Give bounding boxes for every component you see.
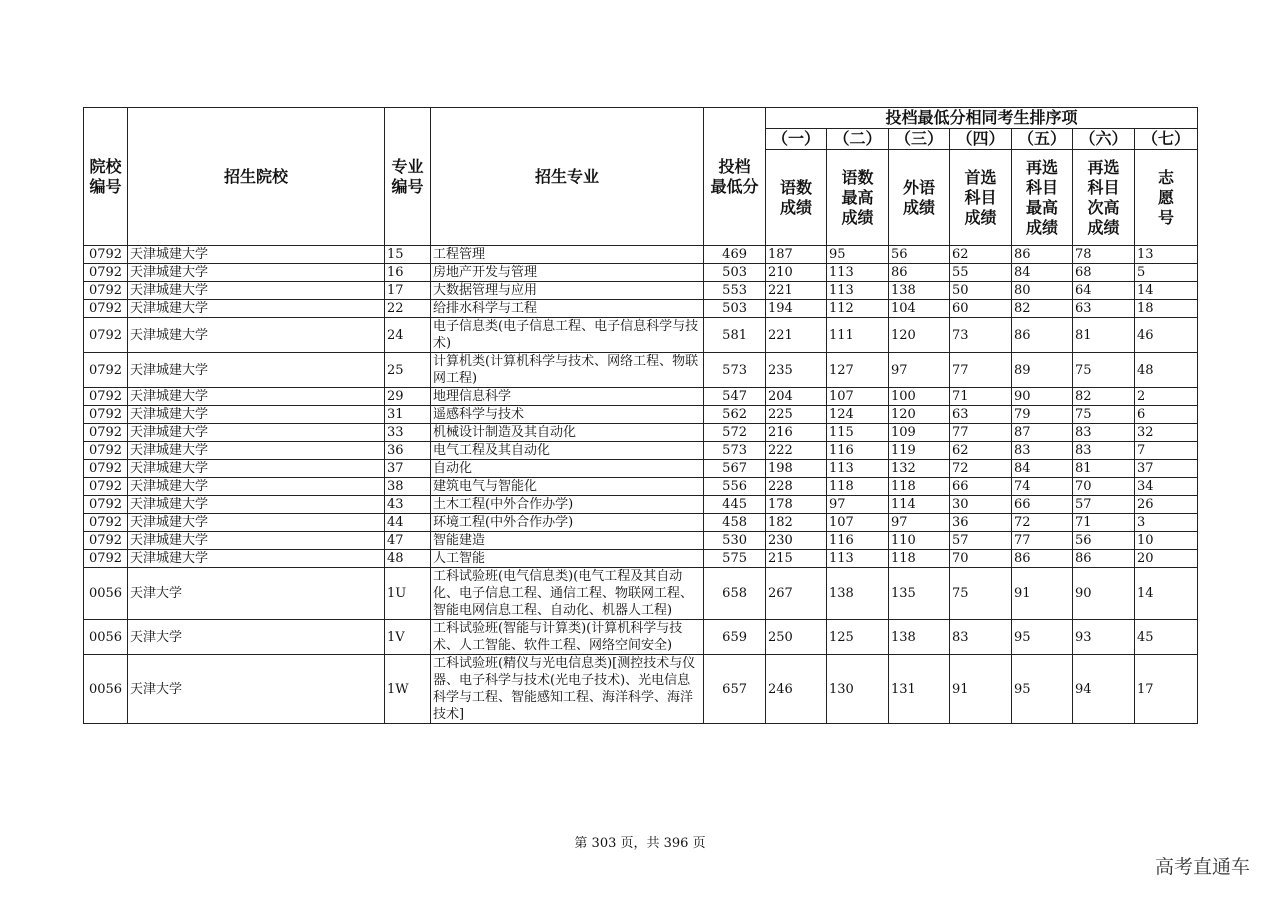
school-name-cell: 天津城建大学 bbox=[128, 532, 385, 550]
header-ranking-group: 投档最低分相同考生排序项 bbox=[766, 108, 1198, 129]
rank-2-cell: 111 bbox=[827, 318, 889, 353]
min-score-cell: 547 bbox=[704, 388, 766, 406]
major-name-cell: 电子信息类(电子信息工程、电子信息科学与技术) bbox=[431, 318, 704, 353]
rank-5-cell: 77 bbox=[1012, 532, 1073, 550]
rank-4-cell: 62 bbox=[950, 246, 1012, 264]
rank-1-cell: 230 bbox=[766, 532, 827, 550]
school-name-cell: 天津城建大学 bbox=[128, 496, 385, 514]
school-name-cell: 天津城建大学 bbox=[128, 353, 385, 388]
major-code-cell: 16 bbox=[385, 264, 431, 282]
rank-4-cell: 50 bbox=[950, 282, 1012, 300]
rank-4-cell: 71 bbox=[950, 388, 1012, 406]
rank-2-cell: 113 bbox=[827, 264, 889, 282]
major-name-cell: 工科试验班(精仪与光电信息类)[测控技术与仪器、电子科学与技术(光电子技术)、光电信息科学与工程、智能感知工程、海洋科学、海洋技术] bbox=[431, 655, 704, 724]
rank-6-cell: 68 bbox=[1073, 264, 1135, 282]
rank-7-cell: 10 bbox=[1135, 532, 1198, 550]
rank-6-cell: 56 bbox=[1073, 532, 1135, 550]
header-rank-label: 首选 科目 成绩 bbox=[950, 150, 1012, 246]
rank-7-cell: 20 bbox=[1135, 550, 1198, 568]
table-row bbox=[84, 568, 1198, 620]
rank-2-cell: 124 bbox=[827, 406, 889, 424]
school-code-cell: 0792 bbox=[84, 282, 128, 300]
min-score-cell: 503 bbox=[704, 300, 766, 318]
rank-6-cell: 94 bbox=[1073, 655, 1135, 724]
school-name-cell: 天津城建大学 bbox=[128, 442, 385, 460]
major-code-cell: 31 bbox=[385, 406, 431, 424]
rank-2-cell: 113 bbox=[827, 550, 889, 568]
rank-4-cell: 83 bbox=[950, 620, 1012, 655]
rank-3-cell: 119 bbox=[889, 442, 950, 460]
table-row bbox=[84, 424, 1198, 442]
header-rank-index: （二） bbox=[827, 129, 889, 150]
rank-1-cell: 216 bbox=[766, 424, 827, 442]
rank-3-cell: 97 bbox=[889, 514, 950, 532]
min-score-cell: 469 bbox=[704, 246, 766, 264]
school-name-cell: 天津城建大学 bbox=[128, 388, 385, 406]
school-name-cell: 天津大学 bbox=[128, 655, 385, 724]
rank-5-cell: 74 bbox=[1012, 478, 1073, 496]
rank-2-cell: 118 bbox=[827, 478, 889, 496]
school-name-cell: 天津大学 bbox=[128, 568, 385, 620]
rank-6-cell: 75 bbox=[1073, 353, 1135, 388]
table-row bbox=[84, 514, 1198, 532]
rank-6-cell: 57 bbox=[1073, 496, 1135, 514]
table-row bbox=[84, 300, 1198, 318]
rank-7-cell: 37 bbox=[1135, 460, 1198, 478]
rank-4-cell: 77 bbox=[950, 353, 1012, 388]
header-rank-label: 志 愿 号 bbox=[1135, 150, 1198, 246]
table-row bbox=[84, 318, 1198, 353]
header-major-code: 专业 编号 bbox=[385, 108, 431, 246]
school-name-cell: 天津城建大学 bbox=[128, 460, 385, 478]
major-name-cell: 工程管理 bbox=[431, 246, 704, 264]
rank-2-cell: 112 bbox=[827, 300, 889, 318]
school-code-cell: 0792 bbox=[84, 550, 128, 568]
table-row bbox=[84, 406, 1198, 424]
school-code-cell: 0056 bbox=[84, 568, 128, 620]
major-code-cell: 1U bbox=[385, 568, 431, 620]
rank-2-cell: 97 bbox=[827, 496, 889, 514]
major-name-cell: 自动化 bbox=[431, 460, 704, 478]
page-number: 第 303 页，共 396 页 bbox=[574, 836, 706, 851]
rank-5-cell: 87 bbox=[1012, 424, 1073, 442]
rank-7-cell: 34 bbox=[1135, 478, 1198, 496]
major-name-cell: 人工智能 bbox=[431, 550, 704, 568]
rank-1-cell: 228 bbox=[766, 478, 827, 496]
rank-7-cell: 46 bbox=[1135, 318, 1198, 353]
min-score-cell: 553 bbox=[704, 282, 766, 300]
header-rank-label: 再选 科目 次高 成绩 bbox=[1073, 150, 1135, 246]
rank-2-cell: 125 bbox=[827, 620, 889, 655]
rank-6-cell: 70 bbox=[1073, 478, 1135, 496]
min-score-cell: 573 bbox=[704, 353, 766, 388]
school-code-cell: 0792 bbox=[84, 532, 128, 550]
header-rank-index: （一） bbox=[766, 129, 827, 150]
rank-2-cell: 107 bbox=[827, 514, 889, 532]
major-code-cell: 17 bbox=[385, 282, 431, 300]
min-score-cell: 659 bbox=[704, 620, 766, 655]
rank-4-cell: 63 bbox=[950, 406, 1012, 424]
rank-2-cell: 115 bbox=[827, 424, 889, 442]
rank-2-cell: 138 bbox=[827, 568, 889, 620]
school-code-cell: 0792 bbox=[84, 460, 128, 478]
rank-1-cell: 204 bbox=[766, 388, 827, 406]
rank-5-cell: 95 bbox=[1012, 655, 1073, 724]
table-row bbox=[84, 264, 1198, 282]
rank-6-cell: 90 bbox=[1073, 568, 1135, 620]
major-code-cell: 36 bbox=[385, 442, 431, 460]
rank-2-cell: 127 bbox=[827, 353, 889, 388]
major-name-cell: 给排水科学与工程 bbox=[431, 300, 704, 318]
rank-1-cell: 198 bbox=[766, 460, 827, 478]
school-name-cell: 天津城建大学 bbox=[128, 514, 385, 532]
table-body bbox=[84, 246, 1198, 724]
table-row bbox=[84, 655, 1198, 724]
rank-7-cell: 2 bbox=[1135, 388, 1198, 406]
major-name-cell: 房地产开发与管理 bbox=[431, 264, 704, 282]
major-name-cell: 环境工程(中外合作办学) bbox=[431, 514, 704, 532]
school-code-cell: 0792 bbox=[84, 264, 128, 282]
rank-6-cell: 81 bbox=[1073, 460, 1135, 478]
rank-3-cell: 135 bbox=[889, 568, 950, 620]
major-code-cell: 1W bbox=[385, 655, 431, 724]
rank-5-cell: 86 bbox=[1012, 246, 1073, 264]
table-row bbox=[84, 282, 1198, 300]
rank-4-cell: 62 bbox=[950, 442, 1012, 460]
major-name-cell: 大数据管理与应用 bbox=[431, 282, 704, 300]
major-name-cell: 建筑电气与智能化 bbox=[431, 478, 704, 496]
rank-4-cell: 91 bbox=[950, 655, 1012, 724]
table-row bbox=[84, 532, 1198, 550]
header-rank-index: （五） bbox=[1012, 129, 1073, 150]
rank-2-cell: 113 bbox=[827, 460, 889, 478]
major-code-cell: 37 bbox=[385, 460, 431, 478]
rank-3-cell: 120 bbox=[889, 318, 950, 353]
rank-1-cell: 194 bbox=[766, 300, 827, 318]
rank-4-cell: 30 bbox=[950, 496, 1012, 514]
rank-5-cell: 91 bbox=[1012, 568, 1073, 620]
rank-3-cell: 118 bbox=[889, 550, 950, 568]
school-name-cell: 天津城建大学 bbox=[128, 246, 385, 264]
min-score-cell: 572 bbox=[704, 424, 766, 442]
header-rank-label: 外语 成绩 bbox=[889, 150, 950, 246]
school-name-cell: 天津城建大学 bbox=[128, 282, 385, 300]
table-row bbox=[84, 246, 1198, 264]
major-name-cell: 工科试验班(电气信息类)(电气工程及其自动化、电子信息工程、通信工程、物联网工程、智能电网信息工程、自动化、机器人工程) bbox=[431, 568, 704, 620]
table-header bbox=[84, 108, 1198, 246]
rank-5-cell: 83 bbox=[1012, 442, 1073, 460]
rank-7-cell: 26 bbox=[1135, 496, 1198, 514]
school-name-cell: 天津城建大学 bbox=[128, 264, 385, 282]
rank-2-cell: 130 bbox=[827, 655, 889, 724]
header-school-code: 院校 编号 bbox=[84, 108, 128, 246]
min-score-cell: 458 bbox=[704, 514, 766, 532]
rank-7-cell: 3 bbox=[1135, 514, 1198, 532]
rank-7-cell: 13 bbox=[1135, 246, 1198, 264]
rank-1-cell: 182 bbox=[766, 514, 827, 532]
rank-6-cell: 63 bbox=[1073, 300, 1135, 318]
rank-3-cell: 109 bbox=[889, 424, 950, 442]
header-rank-index: （三） bbox=[889, 129, 950, 150]
school-name-cell: 天津大学 bbox=[128, 620, 385, 655]
major-name-cell: 电气工程及其自动化 bbox=[431, 442, 704, 460]
school-code-cell: 0056 bbox=[84, 620, 128, 655]
major-code-cell: 22 bbox=[385, 300, 431, 318]
rank-1-cell: 221 bbox=[766, 282, 827, 300]
major-code-cell: 47 bbox=[385, 532, 431, 550]
table-row bbox=[84, 550, 1198, 568]
rank-5-cell: 95 bbox=[1012, 620, 1073, 655]
rank-4-cell: 66 bbox=[950, 478, 1012, 496]
rank-6-cell: 83 bbox=[1073, 442, 1135, 460]
school-code-cell: 0056 bbox=[84, 655, 128, 724]
rank-1-cell: 221 bbox=[766, 318, 827, 353]
rank-7-cell: 7 bbox=[1135, 442, 1198, 460]
header-rank-label: 语数 最高 成绩 bbox=[827, 150, 889, 246]
min-score-cell: 658 bbox=[704, 568, 766, 620]
rank-1-cell: 246 bbox=[766, 655, 827, 724]
rank-3-cell: 118 bbox=[889, 478, 950, 496]
major-code-cell: 48 bbox=[385, 550, 431, 568]
rank-1-cell: 222 bbox=[766, 442, 827, 460]
major-code-cell: 43 bbox=[385, 496, 431, 514]
min-score-cell: 657 bbox=[704, 655, 766, 724]
header-major-name: 招生专业 bbox=[431, 108, 704, 246]
rank-5-cell: 79 bbox=[1012, 406, 1073, 424]
rank-4-cell: 60 bbox=[950, 300, 1012, 318]
school-code-cell: 0792 bbox=[84, 300, 128, 318]
rank-1-cell: 235 bbox=[766, 353, 827, 388]
rank-3-cell: 138 bbox=[889, 620, 950, 655]
rank-7-cell: 45 bbox=[1135, 620, 1198, 655]
table-row bbox=[84, 442, 1198, 460]
rank-1-cell: 215 bbox=[766, 550, 827, 568]
rank-4-cell: 70 bbox=[950, 550, 1012, 568]
rank-7-cell: 14 bbox=[1135, 568, 1198, 620]
rank-7-cell: 17 bbox=[1135, 655, 1198, 724]
major-name-cell: 土木工程(中外合作办学) bbox=[431, 496, 704, 514]
major-code-cell: 24 bbox=[385, 318, 431, 353]
rank-5-cell: 86 bbox=[1012, 318, 1073, 353]
rank-5-cell: 84 bbox=[1012, 460, 1073, 478]
rank-2-cell: 116 bbox=[827, 532, 889, 550]
header-rank-label: 语数 成绩 bbox=[766, 150, 827, 246]
rank-3-cell: 86 bbox=[889, 264, 950, 282]
header-min-score: 投档 最低分 bbox=[704, 108, 766, 246]
rank-3-cell: 138 bbox=[889, 282, 950, 300]
major-name-cell: 遥感科学与技术 bbox=[431, 406, 704, 424]
admission-score-table bbox=[83, 107, 1198, 724]
rank-7-cell: 6 bbox=[1135, 406, 1198, 424]
min-score-cell: 573 bbox=[704, 442, 766, 460]
rank-3-cell: 120 bbox=[889, 406, 950, 424]
school-code-cell: 0792 bbox=[84, 246, 128, 264]
min-score-cell: 503 bbox=[704, 264, 766, 282]
school-code-cell: 0792 bbox=[84, 496, 128, 514]
major-code-cell: 25 bbox=[385, 353, 431, 388]
school-code-cell: 0792 bbox=[84, 406, 128, 424]
rank-4-cell: 57 bbox=[950, 532, 1012, 550]
table-row bbox=[84, 478, 1198, 496]
rank-3-cell: 114 bbox=[889, 496, 950, 514]
school-name-cell: 天津城建大学 bbox=[128, 406, 385, 424]
header-rank-label: 再选 科目 最高 成绩 bbox=[1012, 150, 1073, 246]
rank-4-cell: 55 bbox=[950, 264, 1012, 282]
school-code-cell: 0792 bbox=[84, 353, 128, 388]
header-rank-index: （六） bbox=[1073, 129, 1135, 150]
school-code-cell: 0792 bbox=[84, 442, 128, 460]
watermark-text: 高考直通车 bbox=[1154, 856, 1250, 878]
rank-6-cell: 82 bbox=[1073, 388, 1135, 406]
header-rank-index: （四） bbox=[950, 129, 1012, 150]
school-code-cell: 0792 bbox=[84, 424, 128, 442]
rank-7-cell: 18 bbox=[1135, 300, 1198, 318]
min-score-cell: 556 bbox=[704, 478, 766, 496]
rank-5-cell: 89 bbox=[1012, 353, 1073, 388]
header-school-name: 招生院校 bbox=[128, 108, 385, 246]
school-name-cell: 天津城建大学 bbox=[128, 478, 385, 496]
min-score-cell: 581 bbox=[704, 318, 766, 353]
major-code-cell: 33 bbox=[385, 424, 431, 442]
major-code-cell: 15 bbox=[385, 246, 431, 264]
table-row bbox=[84, 620, 1198, 655]
rank-3-cell: 100 bbox=[889, 388, 950, 406]
rank-2-cell: 107 bbox=[827, 388, 889, 406]
rank-4-cell: 72 bbox=[950, 460, 1012, 478]
rank-7-cell: 48 bbox=[1135, 353, 1198, 388]
school-code-cell: 0792 bbox=[84, 388, 128, 406]
rank-3-cell: 132 bbox=[889, 460, 950, 478]
major-name-cell: 地理信息科学 bbox=[431, 388, 704, 406]
rank-1-cell: 210 bbox=[766, 264, 827, 282]
rank-4-cell: 36 bbox=[950, 514, 1012, 532]
min-score-cell: 562 bbox=[704, 406, 766, 424]
rank-4-cell: 73 bbox=[950, 318, 1012, 353]
rank-5-cell: 82 bbox=[1012, 300, 1073, 318]
rank-5-cell: 80 bbox=[1012, 282, 1073, 300]
rank-6-cell: 86 bbox=[1073, 550, 1135, 568]
rank-7-cell: 32 bbox=[1135, 424, 1198, 442]
rank-3-cell: 104 bbox=[889, 300, 950, 318]
school-name-cell: 天津城建大学 bbox=[128, 550, 385, 568]
major-code-cell: 1V bbox=[385, 620, 431, 655]
rank-1-cell: 187 bbox=[766, 246, 827, 264]
min-score-cell: 567 bbox=[704, 460, 766, 478]
table-row bbox=[84, 496, 1198, 514]
header-rank-index: （七） bbox=[1135, 129, 1198, 150]
major-name-cell: 工科试验班(智能与计算类)(计算机科学与技术、人工智能、软件工程、网络空间安全) bbox=[431, 620, 704, 655]
rank-6-cell: 71 bbox=[1073, 514, 1135, 532]
school-code-cell: 0792 bbox=[84, 318, 128, 353]
min-score-cell: 575 bbox=[704, 550, 766, 568]
rank-5-cell: 90 bbox=[1012, 388, 1073, 406]
school-name-cell: 天津城建大学 bbox=[128, 424, 385, 442]
rank-5-cell: 72 bbox=[1012, 514, 1073, 532]
major-name-cell: 机械设计制造及其自动化 bbox=[431, 424, 704, 442]
major-name-cell: 计算机类(计算机科学与技术、网络工程、物联网工程) bbox=[431, 353, 704, 388]
rank-3-cell: 56 bbox=[889, 246, 950, 264]
table-row bbox=[84, 460, 1198, 478]
school-code-cell: 0792 bbox=[84, 514, 128, 532]
school-name-cell: 天津城建大学 bbox=[128, 318, 385, 353]
rank-5-cell: 84 bbox=[1012, 264, 1073, 282]
major-code-cell: 29 bbox=[385, 388, 431, 406]
rank-2-cell: 95 bbox=[827, 246, 889, 264]
rank-6-cell: 81 bbox=[1073, 318, 1135, 353]
rank-3-cell: 131 bbox=[889, 655, 950, 724]
min-score-cell: 445 bbox=[704, 496, 766, 514]
rank-1-cell: 225 bbox=[766, 406, 827, 424]
table-row bbox=[84, 388, 1198, 406]
rank-2-cell: 113 bbox=[827, 282, 889, 300]
rank-5-cell: 86 bbox=[1012, 550, 1073, 568]
min-score-cell: 530 bbox=[704, 532, 766, 550]
rank-7-cell: 14 bbox=[1135, 282, 1198, 300]
rank-3-cell: 110 bbox=[889, 532, 950, 550]
rank-1-cell: 178 bbox=[766, 496, 827, 514]
school-name-cell: 天津城建大学 bbox=[128, 300, 385, 318]
rank-3-cell: 97 bbox=[889, 353, 950, 388]
rank-6-cell: 64 bbox=[1073, 282, 1135, 300]
rank-4-cell: 77 bbox=[950, 424, 1012, 442]
rank-6-cell: 93 bbox=[1073, 620, 1135, 655]
rank-1-cell: 267 bbox=[766, 568, 827, 620]
rank-5-cell: 66 bbox=[1012, 496, 1073, 514]
rank-4-cell: 75 bbox=[950, 568, 1012, 620]
rank-6-cell: 83 bbox=[1073, 424, 1135, 442]
rank-7-cell: 5 bbox=[1135, 264, 1198, 282]
rank-6-cell: 75 bbox=[1073, 406, 1135, 424]
rank-6-cell: 78 bbox=[1073, 246, 1135, 264]
rank-1-cell: 250 bbox=[766, 620, 827, 655]
major-code-cell: 38 bbox=[385, 478, 431, 496]
rank-2-cell: 116 bbox=[827, 442, 889, 460]
major-code-cell: 44 bbox=[385, 514, 431, 532]
major-name-cell: 智能建造 bbox=[431, 532, 704, 550]
school-code-cell: 0792 bbox=[84, 478, 128, 496]
table-row bbox=[84, 353, 1198, 388]
